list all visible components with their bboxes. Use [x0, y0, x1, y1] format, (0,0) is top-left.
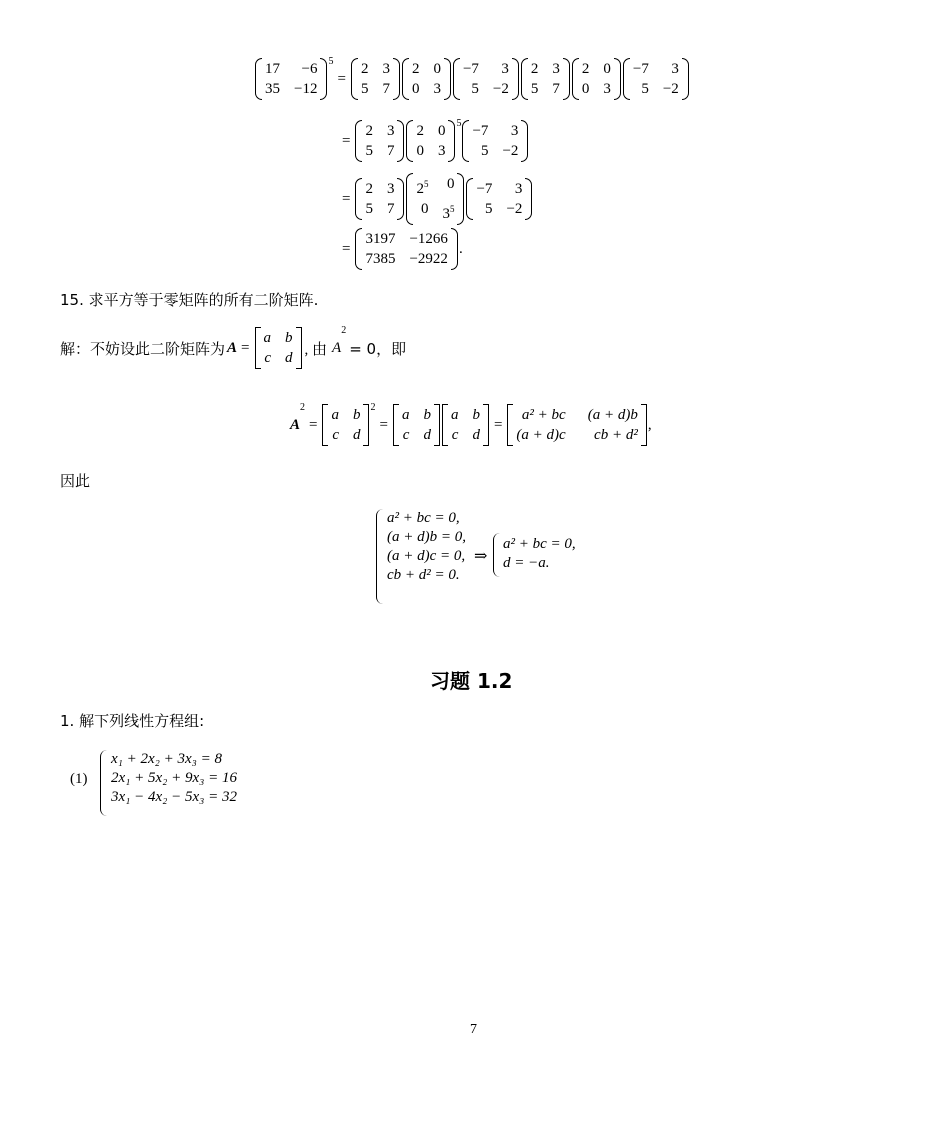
subproblem-label: (1): [70, 771, 88, 787]
power-equation-line-2: [338, 120, 529, 162]
diagonal-power-matrix: $2^5$ 0 0 $3^5$: [406, 173, 464, 225]
period: .: [458, 240, 463, 257]
matrix-entry: −6: [301, 61, 318, 77]
matrix: 2 0 0 3: [406, 120, 455, 162]
rhs-matrix: −7 3 5 −2: [623, 58, 689, 100]
equals-sign: =: [342, 132, 351, 149]
problem-15-statement: 15. 求平方等于零矩阵的所有二阶矩阵.: [60, 291, 319, 309]
power-equation-result: [338, 228, 463, 270]
rhs-matrix: −7 3 5 −2: [453, 58, 519, 100]
rhs-matrix: 2 0 0 3: [402, 58, 451, 100]
equals-sign: =: [342, 240, 351, 257]
matrix-entry: −12: [294, 81, 318, 97]
matrix: a b c d: [393, 404, 440, 446]
equals-sign: =: [337, 70, 346, 87]
section-title: 习题 1.2: [430, 669, 513, 693]
left-system-brace: [376, 509, 383, 604]
equation-system-brace: [100, 750, 107, 816]
rhs-matrix: 2 3 5 7: [521, 58, 570, 100]
result-matrix: 3197 −1266 7385 −2922: [355, 228, 457, 270]
exponent: 5: [456, 118, 462, 129]
equals-sign: =: [342, 190, 351, 207]
product-result-matrix: a² + bc (a + d)b (a + d)c cb + d²: [507, 404, 646, 446]
matrix-abcd: a b c d: [255, 327, 302, 369]
exponent: 5: [328, 56, 334, 67]
a-squared-expansion: A 2 = a b c d 2 = a b c d a b c d = a² + bc (a + d)b (a + d)c cb + d² ,: [290, 404, 652, 446]
power-equation-line-1: [254, 58, 690, 100]
matrix: −7 3 5 −2: [462, 120, 528, 162]
matrix: a b c d: [442, 404, 489, 446]
exercise-1-statement: 1. 解下列线性方程组:: [60, 712, 205, 730]
problem-15-solution-intro: 解：不妨设此二阶矩阵为 A = a b c d , 由 A 2 = 0，即: [60, 327, 406, 369]
matrix-entry: 17: [265, 61, 280, 77]
left-system: a² + bc = 0, (a + d)b = 0, (a + d)c = 0, cb + d² = 0.: [387, 510, 466, 583]
therefore-label: 因此: [60, 472, 91, 490]
matrix-entry: 35: [265, 81, 280, 97]
lhs-matrix: [255, 58, 327, 100]
matrix: 2 3 5 7: [355, 178, 404, 220]
rhs-matrix: 2 3 5 7: [351, 58, 400, 100]
rhs-matrix: 2 0 0 3: [572, 58, 621, 100]
implies-arrow: ⇒: [474, 548, 488, 565]
matrix: −7 3 5 −2: [466, 178, 532, 220]
matrix: 2 3 5 7: [355, 120, 404, 162]
right-system: a² + bc = 0, d = −a.: [503, 536, 576, 571]
page-number: 7: [470, 1022, 477, 1037]
matrix: a b c d: [322, 404, 369, 446]
power-equation-line-3: [338, 173, 533, 225]
linear-system: x₁ + 2x₂ + 3x₃ = 8 2x₁ + 5x₂ + 9x₃ = 16 3x₁ − 4x₂ − 5x₃ = 32: [111, 751, 237, 805]
right-system-brace: [493, 533, 500, 577]
